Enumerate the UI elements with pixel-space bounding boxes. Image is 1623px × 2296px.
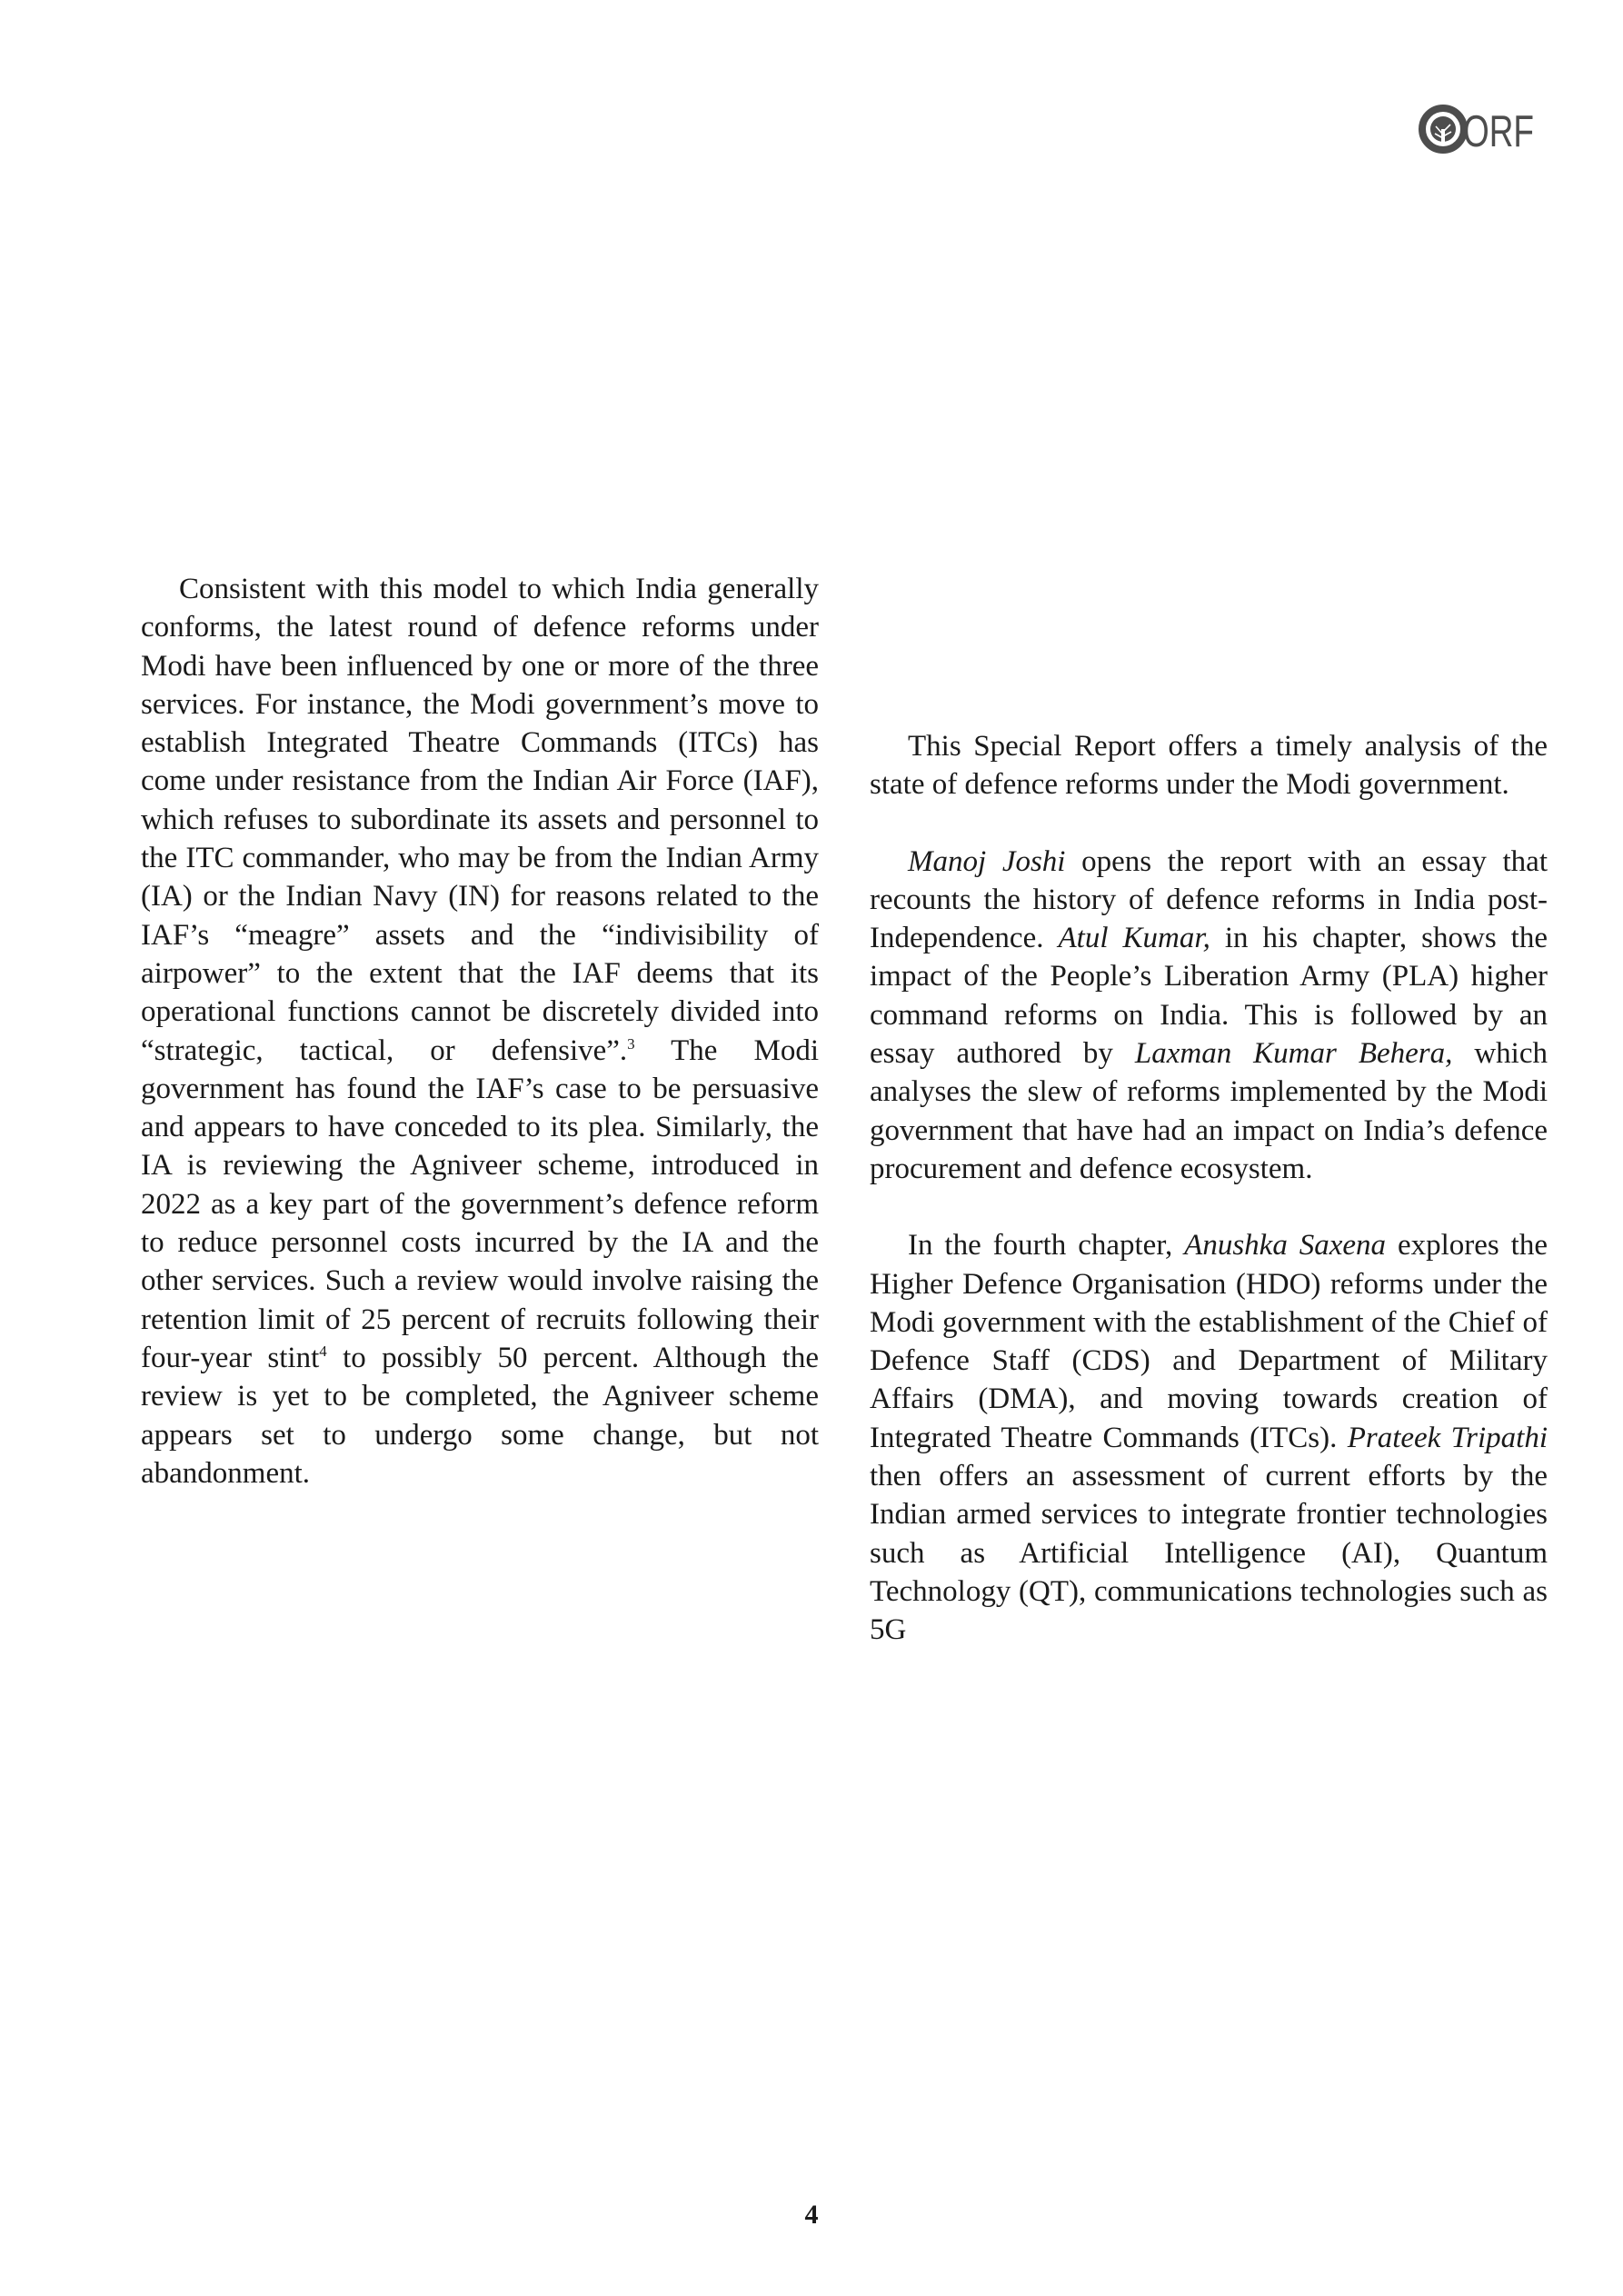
left-column [141, 570, 819, 1492]
logo-wordmark: ORF [1463, 107, 1534, 156]
page-number: 4 [804, 2200, 819, 2230]
footnote-marker: 3 [627, 1034, 635, 1053]
paragraph-text: The Modi government has found the IAF’s case to be persuasive and appears to have conceded to its plea. Similarly, the IA is reviewing the Agniveer scheme, introduced in 2022 as a key part of the government’s defence reform to reduce personnel costs incurred by the IA and the other services. Such a review would involve raising the retention limit of 25 percent of recruits following their four-year stint [141, 1033, 819, 1374]
footnote-marker: 4 [319, 1342, 327, 1360]
author-name: Prateek Tripathi [1347, 1421, 1548, 1454]
body-paragraph [870, 843, 1548, 1189]
author-name: Anushka Saxena [1184, 1229, 1387, 1263]
author-name: Atul Kumar, [1058, 922, 1210, 955]
paragraph-text: Consistent with this model to which India generally conforms, the latest round of defence reforms under Modi have been influenced by one or more of the three services. For instance, the Modi government’s move to establish Integrated Theatre Commands (ITCs) has come under resistance from the Indian Air Force (IAF), which refuses to subordinate its assets and personnel to the ITC commander, who may be from the Indian Army (IA) or the Indian Navy (IN) for reasons related to the IAF’s “meagre” assets and the “indivisibility of airpower” to the extent that the IAF deems that its operational functions cannot be discretely divided into “strategic, tactical, or defensive”. [141, 573, 819, 1067]
paragraph-text: which analyses the slew of reforms implemented by the Modi government that have had an impact on India’s defence procurement and defence ecosystem. [870, 1037, 1548, 1185]
paragraph-text: then offers an assessment of current efforts by the Indian armed services to integrate frontier technologies such as Artificial Intelligence (AI), Quantum Technology (QT), communications technologies such as 5G [870, 1460, 1548, 1647]
orf-logo [1418, 102, 1536, 156]
body-paragraph [870, 1226, 1548, 1649]
paragraph-text: to possibly 50 percent. Although the review is yet to be completed, the Agniveer scheme appears set to undergo some change, but not abandonment. [141, 1341, 819, 1490]
paragraph-text: This Special Report offers a timely analysis of the state of defence reforms under the Modi government. [870, 730, 1548, 802]
tree-circle-icon [1422, 108, 1464, 150]
paragraph-text: In the fourth chapter, [908, 1229, 1185, 1263]
paragraph-text: explores the Higher Defence Organisation (HDO) reforms under the Modi government with the establishment of the Chief of Defence Staff (CDS) and Department of Military Affairs (DMA), and moving towards creation of Integrated Theatre Commands (ITCs). [870, 1229, 1548, 1454]
body-paragraph [141, 570, 819, 1492]
body-paragraph [870, 727, 1548, 804]
author-name: Manoj Joshi [908, 844, 1066, 878]
paragraph-text: in his chapter, shows the impact of the People’s Liberation Army (PLA) higher command reforms on India. This is followed by an essay authored by [870, 922, 1548, 1071]
right-column [870, 727, 1548, 1650]
paragraph-text: opens the report with an essay that recounts the history of defence reforms in India post-Independence. [870, 844, 1548, 955]
author-name: Laxman Kumar Behera, [1134, 1037, 1453, 1071]
